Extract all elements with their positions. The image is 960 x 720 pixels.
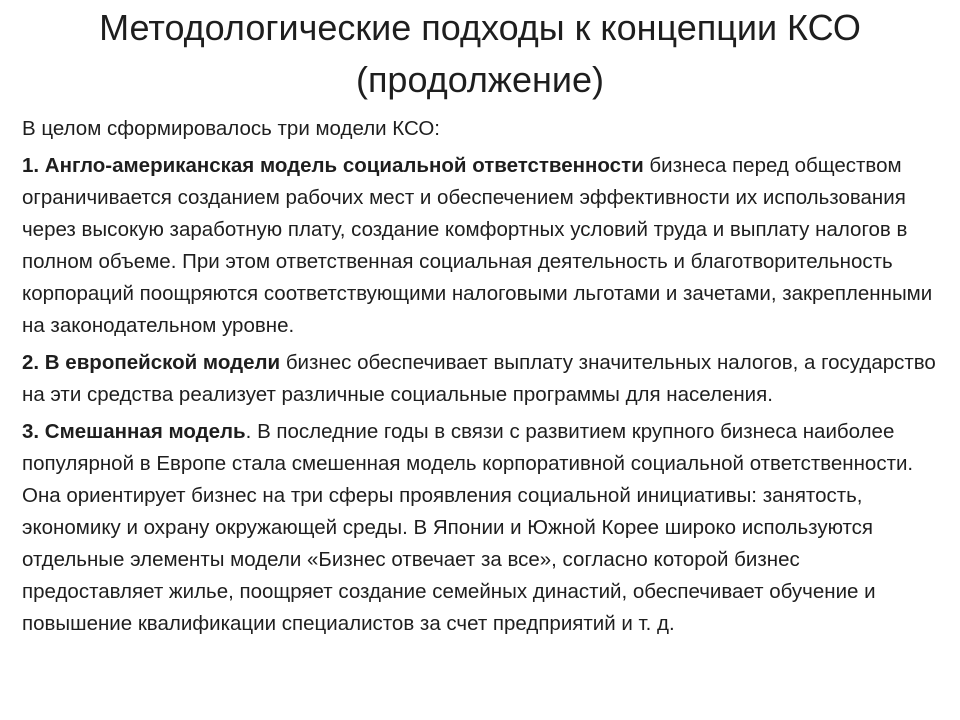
model-1-heading: 1. Англо-американская модель социальной ответственности	[22, 154, 644, 177]
model-3-text: . В последние годы в связи с развитием крупного бизнеса наиболее популярной в Европе стала смешенная модель корпоративной социальной ответственности. Она ориентирует бизнес на три сферы проявления социальной инициативы: занятость, экономику и охрану окружающей среды. В Японии и Южной Корее широко используются отдельные элементы модели «Бизнес отвечает за все», согласно которой бизнес предоставляет жилье, поощряет создание семейных династий, обеспечивает обучение и повышение квалификации специалистов за счет предприятий и т. д.	[22, 420, 914, 635]
model-2-heading: 2. В европейской модели	[22, 351, 281, 374]
slide-title-line-1: Методологические подходы к концепции КСО	[99, 7, 861, 48]
slide-title-line-2: (продолжение)	[355, 59, 605, 100]
slide-title	[40, 2, 920, 106]
model-3-heading: 3. Смешанная модель	[22, 420, 246, 443]
model-2-paragraph	[22, 347, 946, 411]
model-3-paragraph	[22, 416, 946, 640]
model-1-paragraph	[22, 150, 946, 342]
model-2-text: бизнес обеспечивает выплату значительных налогов, а государство на эти средства реализует различные социальные программы для населения.	[22, 351, 936, 406]
model-1-text: бизнеса перед обществом ограничивается созданием рабочих мест и обеспечением эффективности их использования через высокую заработную плату, создание комфортных условий труда и выплату налогов в полном объеме. При этом ответственная социальная деятельность и благотворительность корпораций поощряются соответствующими налоговыми льготами и зачетами, закрепленными на законодательном уровне.	[22, 154, 933, 337]
intro-text: В целом сформировалось три модели КСО:	[22, 117, 441, 140]
slide-body	[22, 113, 946, 645]
